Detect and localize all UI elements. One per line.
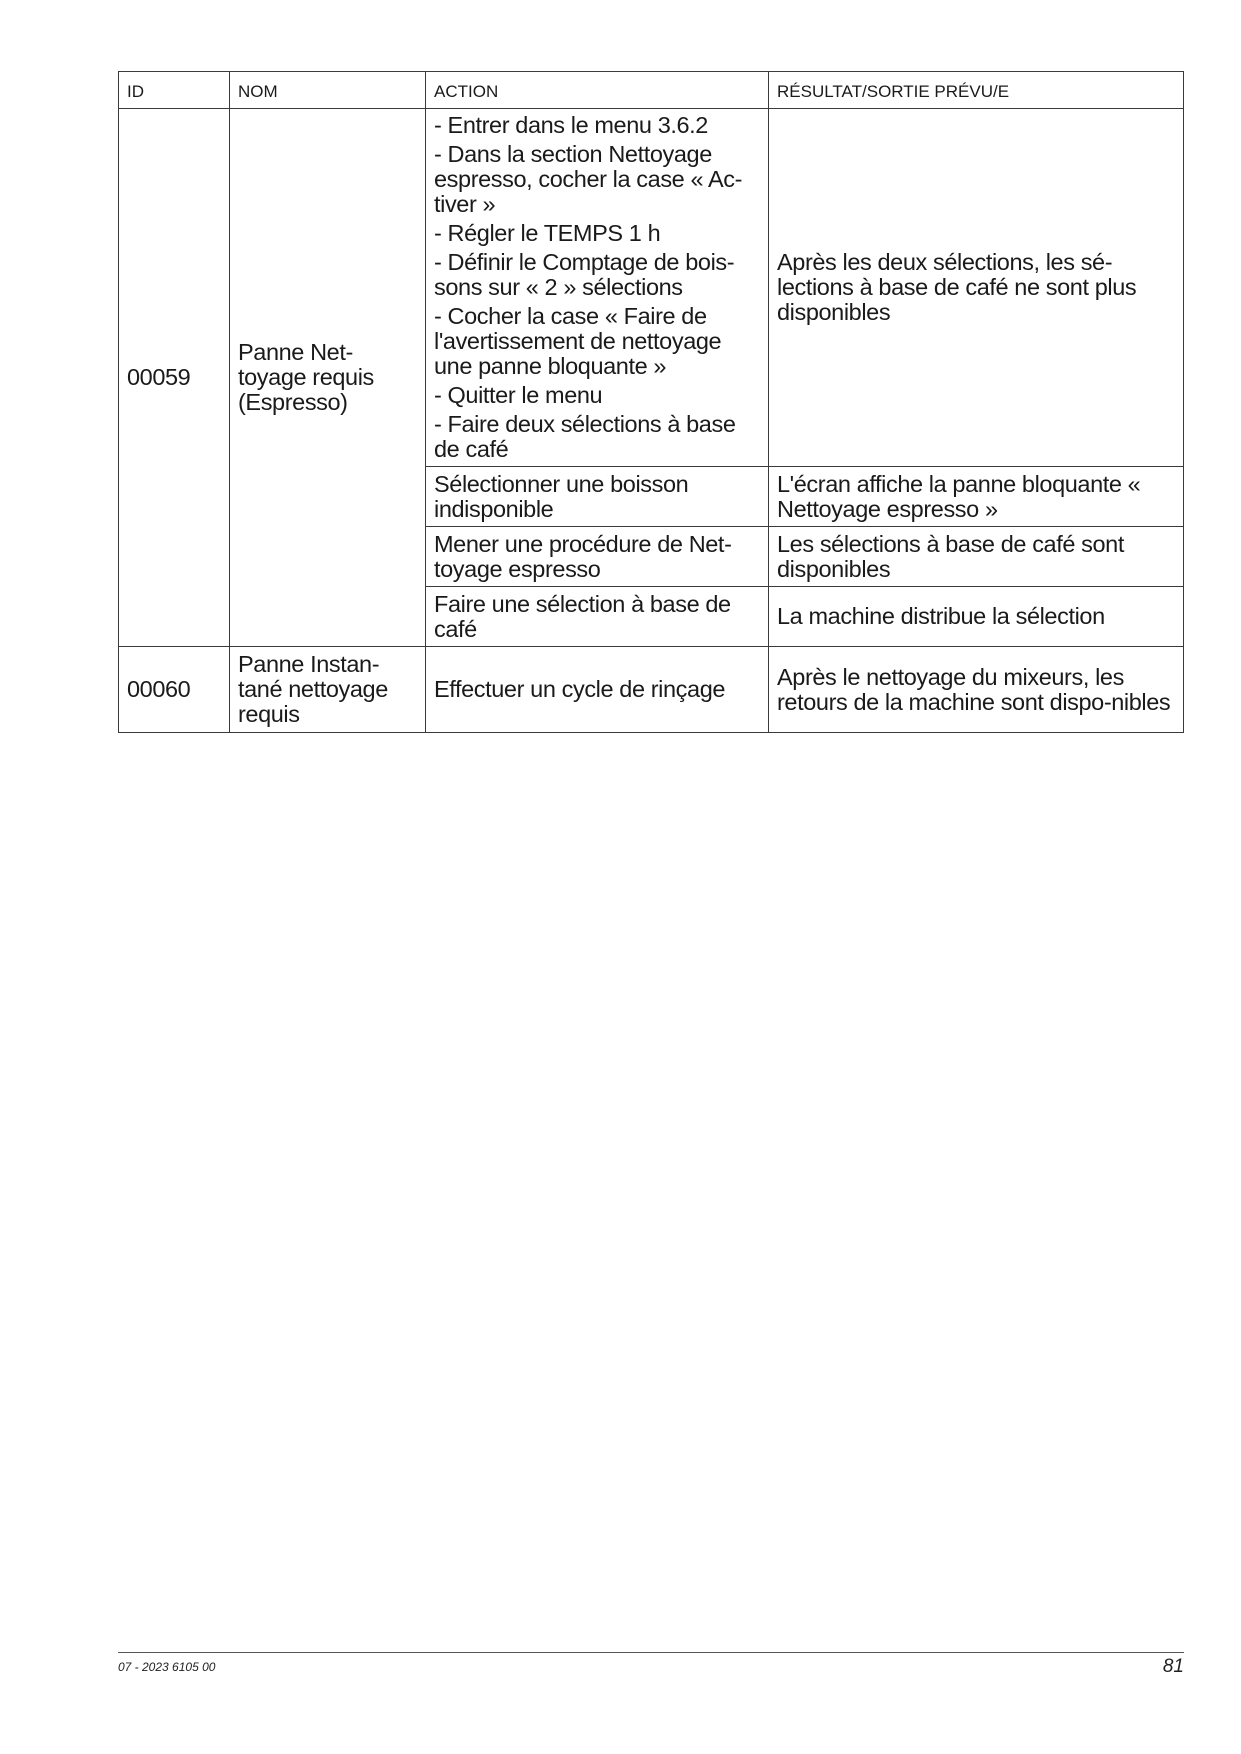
action-cell: Mener une procédure de Net-toyage espresso <box>426 527 769 587</box>
result-cell: Après le nettoyage du mixeurs, les retours de la machine sont dispo-nibles <box>769 647 1184 733</box>
footer-document-reference: 07 - 2023 6105 00 <box>118 1660 216 1674</box>
result-cell: Après les deux sélections, les sé-lections à base de café ne sont plus disponibles <box>769 109 1184 467</box>
row-nom-cell: Panne Instan-tané nettoyage requis <box>230 647 426 733</box>
action-step: - Faire deux sélections à base de café <box>434 411 736 462</box>
action-cell: Sélectionner une boisson indisponible <box>426 467 769 527</box>
action-step: - Quitter le menu <box>434 382 603 408</box>
footer-divider <box>118 1652 1184 1653</box>
header-id: ID <box>119 72 230 109</box>
result-cell: La machine distribue la sélection <box>769 587 1184 647</box>
action-step: - Définir le Comptage de bois-sons sur « 2 » sélections <box>434 249 735 300</box>
header-action: ACTION <box>426 72 769 109</box>
row-id-cell: 00059 <box>119 109 230 647</box>
action-steps-cell <box>426 109 769 467</box>
result-cell: L'écran affiche la panne bloquante « Nettoyage espresso » <box>769 467 1184 527</box>
action-step: - Régler le TEMPS 1 h <box>434 220 661 246</box>
header-resultat: RÉSULTAT/SORTIE PRÉVU/E <box>769 72 1184 109</box>
action-cell: Effectuer un cycle de rinçage <box>426 647 769 733</box>
test-procedure-table <box>118 71 1184 733</box>
action-step: - Entrer dans le menu 3.6.2 <box>434 112 708 138</box>
header-nom: NOM <box>230 72 426 109</box>
action-step: - Cocher la case « Faire de l'avertissement de nettoyage une panne bloquante » <box>434 303 722 379</box>
action-step: - Dans la section Nettoyage espresso, cocher la case « Ac-tiver » <box>434 141 743 217</box>
row-id-cell: 00060 <box>119 647 230 733</box>
row-nom-cell: Panne Net-toyage requis (Espresso) <box>230 109 426 647</box>
result-cell: Les sélections à base de café sont disponibles <box>769 527 1184 587</box>
table-row <box>119 647 1184 733</box>
page-number: 81 <box>1162 1656 1184 1677</box>
table-row <box>119 109 1184 467</box>
table-header-row <box>119 72 1184 109</box>
action-cell: Faire une sélection à base de café <box>426 587 769 647</box>
